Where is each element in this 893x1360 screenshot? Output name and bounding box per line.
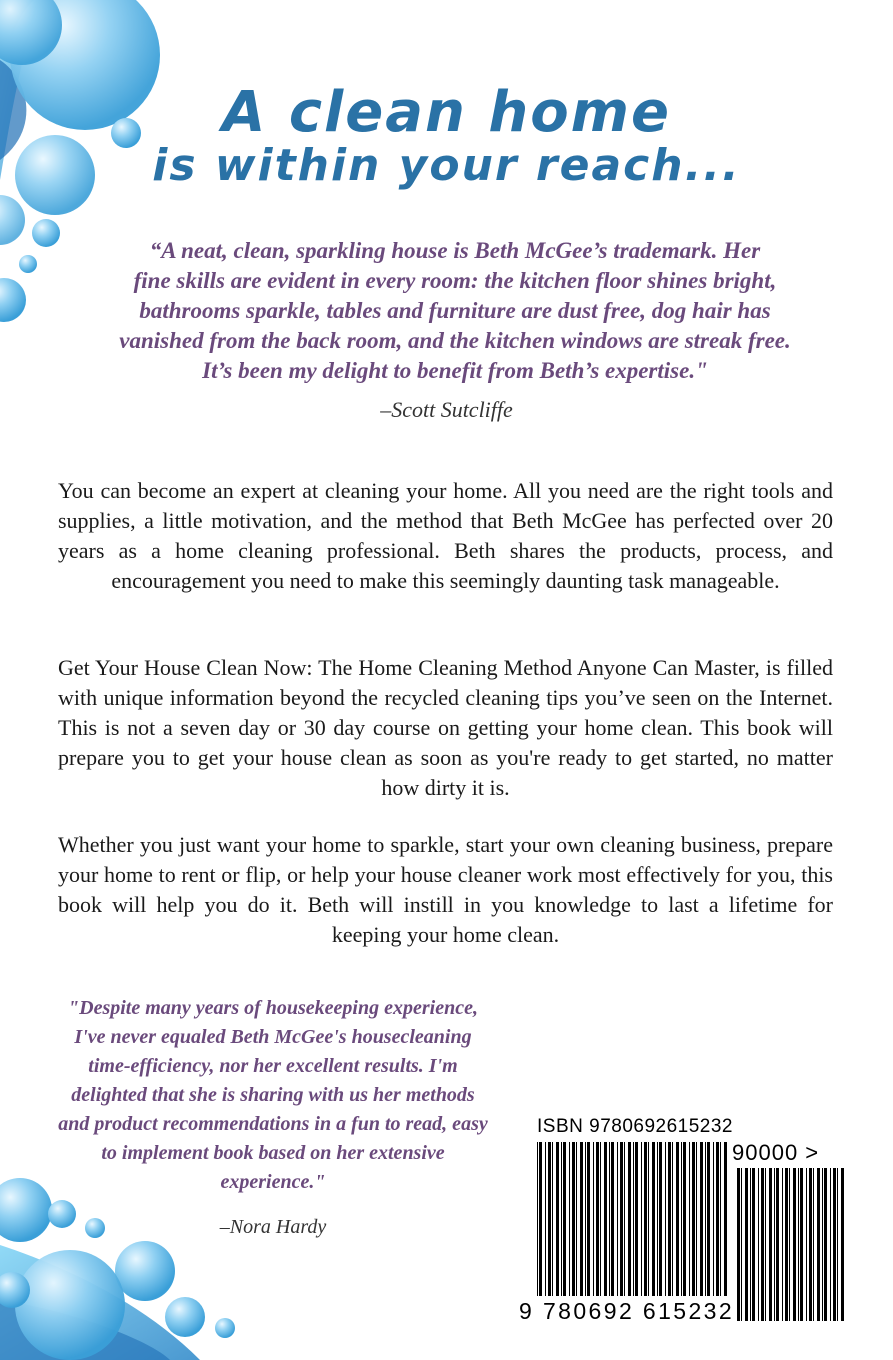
barcode-bar [817,1168,820,1321]
barcode-bar [572,1142,575,1296]
quote-1-line: vanished from the back room, and the kitchen windows are streak free. [119,328,791,353]
barcode-bar [689,1142,690,1296]
barcode-bar [761,1168,764,1321]
barcode-bar [539,1142,542,1296]
barcode-bar [587,1142,590,1296]
barcode-bar [813,1168,814,1321]
barcode-bar [665,1142,666,1296]
description-paragraph-3: Whether you just want your home to sparkle, start your own cleaning business, prepare your home to rent or flip, or help your house cleaner work most effectively for you, this book will help you do it. Beth will instill in you knowledge to last a lifetime for keeping your home clean. [58,832,833,947]
barcode-bar [822,1168,823,1321]
barcode-bar [569,1142,570,1296]
barcode-bar [713,1142,714,1296]
quote-1-line: “A neat, clean, sparkling house is Beth McGee’s trademark. Her [149,238,761,263]
barcode-bar [609,1142,610,1296]
barcode-bar [692,1142,695,1296]
price-code: 90000 > [732,1140,820,1165]
barcode-bar [800,1168,803,1321]
barcode-bar [716,1142,719,1296]
barcode-bar [596,1142,599,1296]
barcode-bar [830,1168,831,1321]
barcode-bar [782,1168,783,1321]
isbn-barcode [517,1116,847,1332]
barcode-bar [724,1142,727,1296]
barcode-bar [620,1142,623,1296]
barcode-bar [641,1142,642,1296]
barcode-bar [758,1168,759,1321]
barcode-bar [644,1142,647,1296]
barcode-bar [545,1142,546,1296]
testimonial-quote-1 [40,236,870,386]
testimonial-quote-2: "Despite many years of housekeeping experience, I've never equaled Beth McGee's housecleaning time-efficiency, nor her excellent results. I'm delighted that she is sharing with us her methods and product recommendations in a fun to read, easy to implement book based on her extensive experience." [58,997,488,1193]
barcode-bar [604,1142,607,1296]
ean-digits: 9 780692 615232 [519,1298,735,1324]
barcode-bar [635,1142,638,1296]
barcode-bar [552,1142,553,1296]
barcode-bar [837,1168,838,1321]
barcode-bar [611,1142,614,1296]
quote-1-line: bathrooms sparkle, tables and furniture are dust free, dog hair has [139,298,771,323]
quote-1-line: fine skills are evident in every room: the kitchen floor shines bright, [133,268,777,293]
barcode-bar [785,1168,788,1321]
description-paragraph-2: Get Your House Clean Now: The Home Cleaning Method Anyone Can Master, is filled with unique information beyond the recycled cleaning tips you’ve seen on the Internet. This is not a seven day or 30 day course on getting your home clean. This book will prepare you to get your house clean as soon as you're ready to get started, no matter how dirty it is. [58,655,833,800]
barcode-bar [652,1142,655,1296]
barcode-bar [769,1168,772,1321]
barcode-bar [705,1142,706,1296]
barcode-bar [696,1142,697,1296]
barcode-bar [563,1142,566,1296]
barcode-bar [580,1142,583,1296]
barcode-bar [700,1142,703,1296]
barcode-bar [585,1142,586,1296]
barcode-bar [576,1142,577,1296]
barcode-bar [593,1142,594,1296]
barcode-bar [737,1168,740,1321]
barcode-bar [707,1142,710,1296]
barcode-bar [798,1168,799,1321]
barcode-bar [841,1168,844,1321]
barcode-bar [648,1142,649,1296]
barcode-bar [793,1168,796,1321]
barcode-bar [537,1142,538,1296]
barcode-bar [720,1142,721,1296]
barcode-bar [752,1168,755,1321]
barcode-bar [741,1168,742,1321]
isbn-label: ISBN 9780692615232 [537,1116,733,1137]
barcode-bar [789,1168,790,1321]
barcode-bar [600,1142,601,1296]
barcode-bar [633,1142,634,1296]
barcode-bar [617,1142,618,1296]
barcode-bar [668,1142,671,1296]
barcode-bar [672,1142,673,1296]
barcode-bar [776,1168,779,1321]
barcode-bar [683,1142,686,1296]
barcode-bar [750,1168,751,1321]
barcode-bar [809,1168,812,1321]
barcode-bar [774,1168,775,1321]
barcode-bar [765,1168,766,1321]
quote-2-attribution: –Nora Hardy [219,1216,327,1238]
barcode-bar [833,1168,836,1321]
barcode-bar [556,1142,559,1296]
description-paragraph-1: You can become an expert at cleaning your home. All you need are the right tools and supplies, a little motivation, and the method that Beth McGee has perfected over 20 years as a home cleaning professional. Beth shares the products, process, and encouragement you need to make this seemingly daunting task manageable. [58,478,833,593]
headline-line-2: is within your reach... [152,140,741,191]
barcode-bar [624,1142,625,1296]
barcode-bar [681,1142,682,1296]
barcode-bar [548,1142,551,1296]
barcode-bar [676,1142,679,1296]
barcode-bar [806,1168,807,1321]
barcode-bar [657,1142,658,1296]
quote-1-line: It’s been my delight to benefit from Beth’s expertise." [202,358,708,383]
barcode-bar [745,1168,748,1321]
quote-1-attribution: –Scott Sutcliffe [380,397,513,422]
barcode-bar [628,1142,631,1296]
barcode-bar [561,1142,562,1296]
headline-line-1: A clean home [221,80,672,145]
barcode-bar [824,1168,827,1321]
barcode-bar [659,1142,662,1296]
